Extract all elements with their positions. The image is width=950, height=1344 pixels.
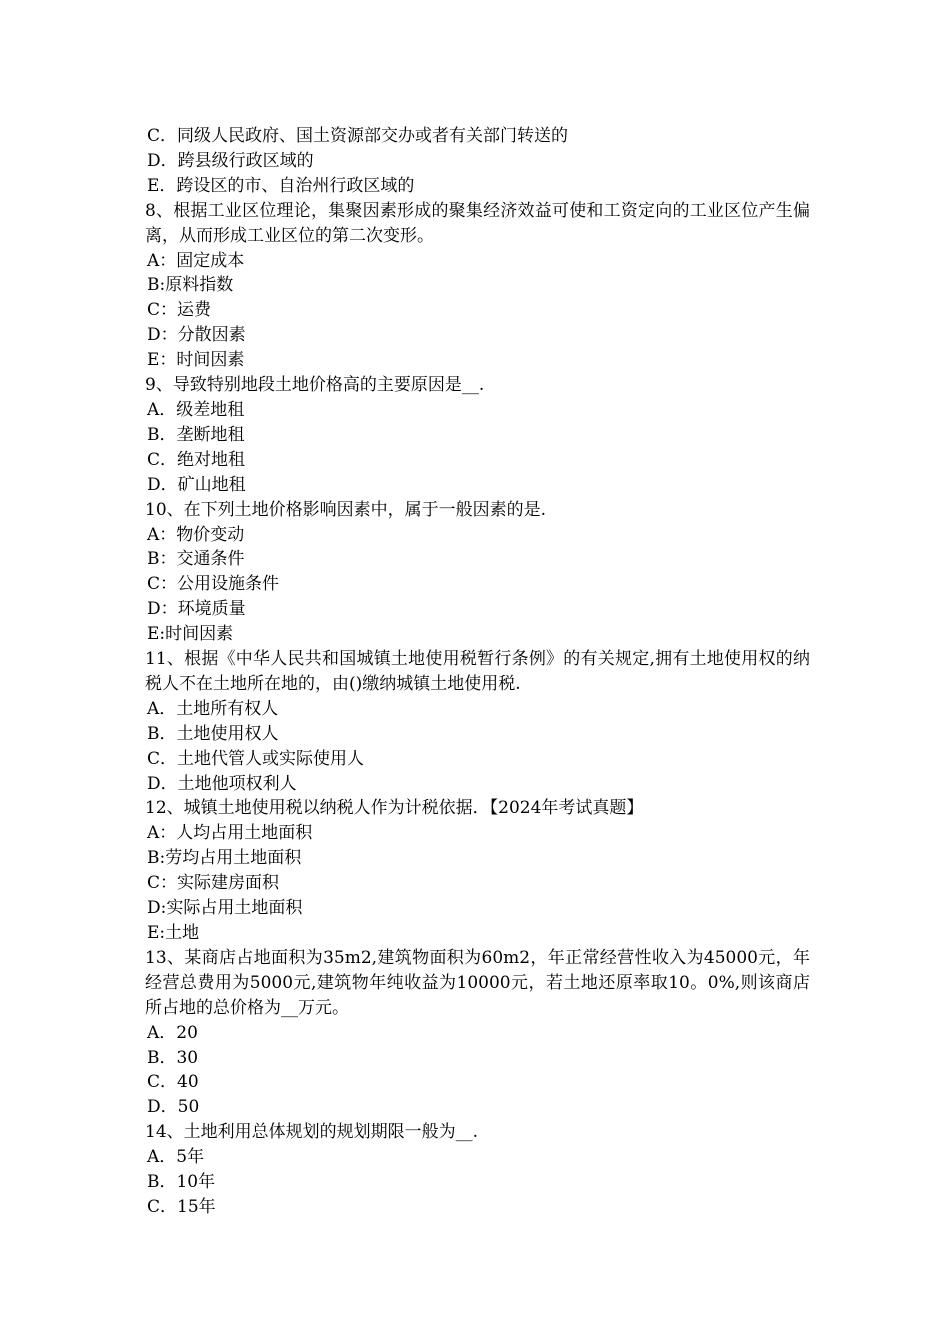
answer-option: D:实际占用土地面积 [147, 898, 303, 919]
answer-option: A．土地所有权人 [147, 698, 279, 719]
question-text: 14、土地利用总体规划的规划期限一般为__. [145, 1122, 479, 1143]
question-text: 8、根据工业区位理论，集聚因素形成的聚集经济效益可使和工资定向的工业区位产生偏离，从而形成工业区位的第二次变形。 [145, 200, 810, 246]
answer-option: B:劳均占用土地面积 [147, 848, 302, 869]
answer-option: E．跨设区的市、自治州行政区域的 [147, 175, 415, 196]
answer-option: C：运费 [147, 300, 212, 321]
answer-option: D：分散因素 [147, 325, 246, 346]
question-text: 11、根据《中华人民共和国城镇土地使用税暂行条例》的有关规定,拥有土地使用权的纳税人不在土地所在地的，由()缴纳城镇土地使用税. [145, 649, 810, 694]
answer-option: B．垄断地租 [147, 424, 245, 445]
answer-option: A．5年 [147, 1147, 205, 1168]
question-text: 12、城镇土地使用税以纳税人作为计税依据．【2024年考试真题】 [145, 798, 644, 819]
answer-option: E:时间因素 [147, 624, 234, 645]
answer-option: B:原料指数 [147, 275, 234, 296]
answer-option: C：实际建房面积 [147, 873, 280, 894]
answer-option: C．绝对地租 [147, 449, 246, 470]
answer-option: B：交通条件 [147, 549, 245, 570]
answer-option: D：环境质量 [147, 599, 246, 620]
document-body [145, 124, 810, 1220]
answer-option: A．20 [147, 1022, 198, 1043]
answer-option: C：公用设施条件 [147, 574, 280, 595]
answer-option: D．矿山地租 [147, 474, 246, 495]
answer-option: C．40 [147, 1072, 199, 1093]
answer-option: D．跨县级行政区域的 [147, 150, 314, 171]
answer-option: E：时间因素 [147, 350, 245, 371]
answer-option: A：固定成本 [147, 250, 245, 271]
answer-option: B．30 [147, 1047, 199, 1068]
answer-option: B．土地使用权人 [147, 723, 279, 744]
answer-option: A：人均占用土地面积 [147, 823, 313, 844]
question-text: 10、在下列土地价格影响因素中，属于一般因素的是. [145, 499, 547, 520]
answer-option: E:土地 [147, 923, 200, 943]
question-text: 9、导致特别地段土地价格高的主要原因是__. [145, 375, 485, 396]
answer-option: C．土地代管人或实际使用人 [147, 748, 365, 769]
answer-option: B．10年 [147, 1172, 216, 1193]
answer-option: D．土地他项权利人 [147, 773, 297, 794]
question-text: 13、某商店占地面积为35m2,建筑物面积为60m2，年正常经营性收入为45000元，年经营总费用为5000元,建筑物年纯收益为10000元，若土地还原率取10。0%,则该商店所占地的总价格为__万元。 [145, 947, 810, 1018]
answer-option: C．同级人民政府、国土资源部交办或者有关部门转送的 [147, 126, 569, 146]
answer-option: A：物价变动 [147, 524, 245, 545]
answer-option: C．15年 [147, 1196, 216, 1217]
answer-option: A．级差地租 [147, 399, 245, 420]
answer-option: D．50 [147, 1097, 200, 1118]
